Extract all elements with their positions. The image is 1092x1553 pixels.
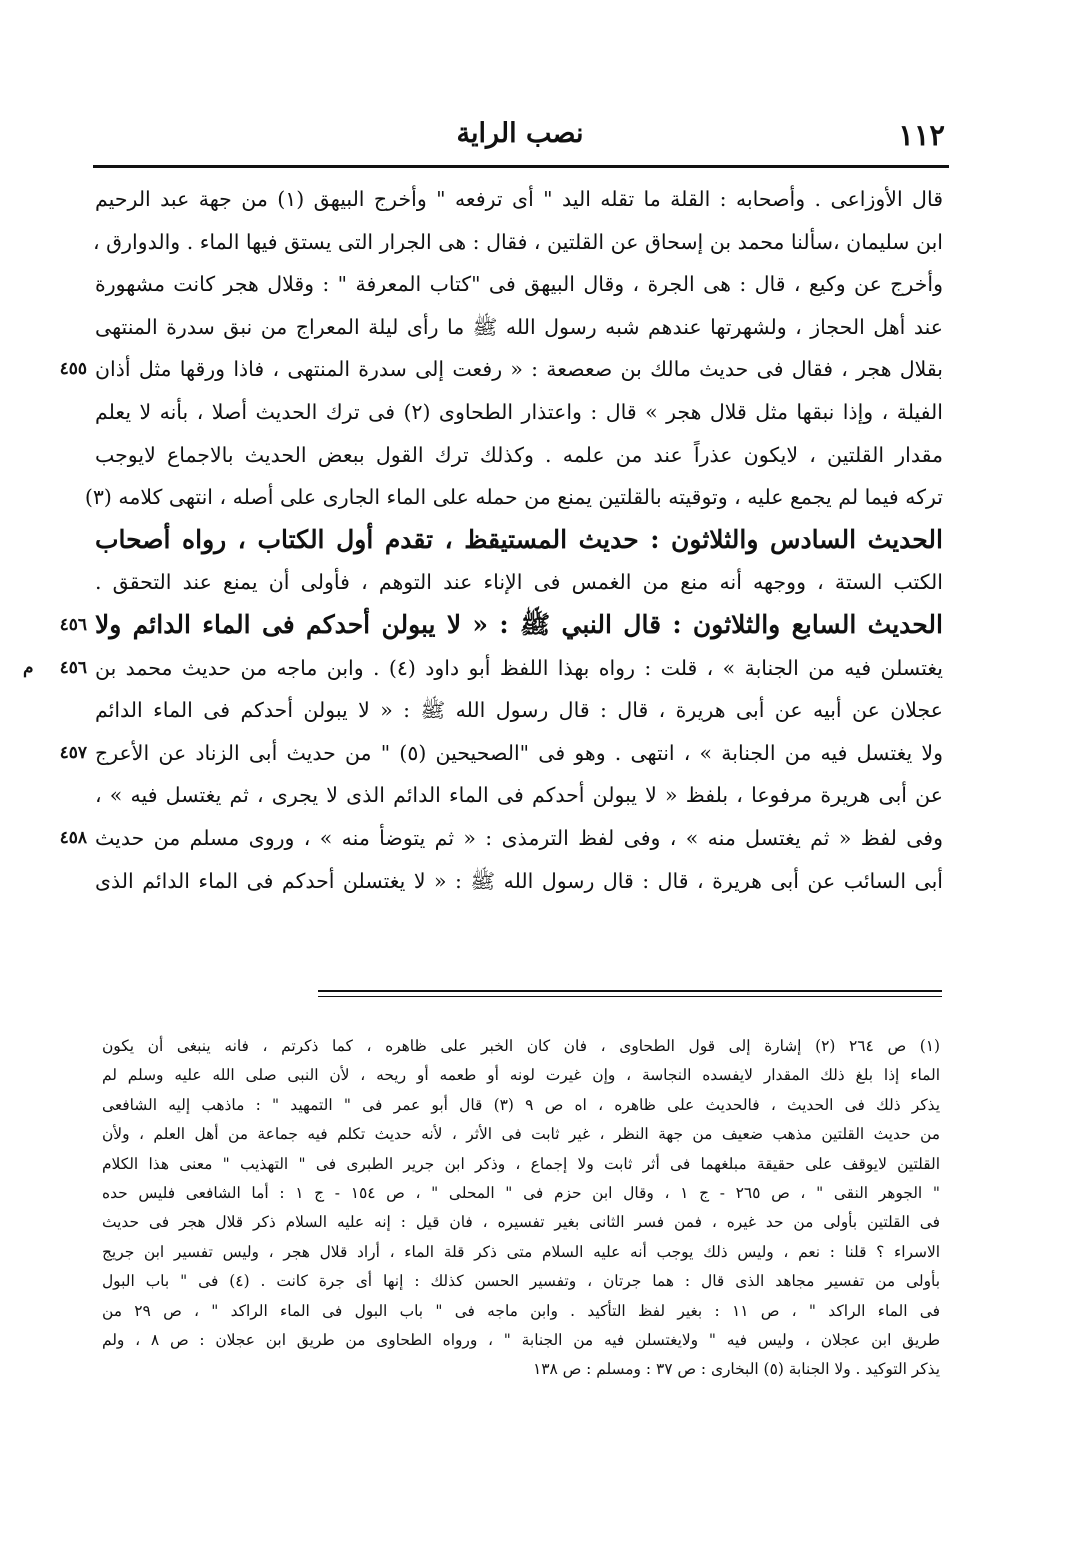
hadith-heading: الحديث السابع والثلاثون : قال النبي ﷺ : « لا يبولن أحدكم فى الماء الدائم ولا ٤٥٦ [95,604,943,647]
text-line: قال الأوزاعى . وأصحابه : القلة ما تقله اليد " أى ترفعه " وأخرج البيهق (١) من جهة عبد الرحيم [95,187,943,211]
text-line: ابن سليمان ،سألنا محمد بن إسحاق عن القلتين ، فقال : هى الجرار التى يستق فيها الماء . والدوارق ، [93,229,943,254]
footnote-line: " الجوهر النقى " ، ص ٢٦٥ - ج ١ ، وقال ابن حزم فى " المحلى " ، ص ١٥٤ - ج ١ : أما الشافعى فليس حده [102,1183,940,1202]
text-line: مقدار القلتين ، لايكون عذراً عند من علمه . وكذلك ترك القول ببعض الحديث بالاجماع لايوجب [95,442,943,467]
footnote-line: طريق ابن عجلان ، وليس فيه " ولايغتسلن فيه من الجنابة " ، ورواه الطحاوى من طريق ابن عجلان : ص ٨ ، ولم [102,1330,940,1349]
footnote-divider [318,996,942,997]
text-line: ولا يغتسل فيه من الجنابة » ، انتهى . وهو فى "الصحيحين (٥) " من حديث أبى الزناد عن الأعرج ٤٥٧ [95,732,943,775]
footnote-line: الاسراء ؟ قلنا : نعم ، وليس ذلك يوجب أنه عليه السلام متى ذكر قلة الماء ، أراد قلال هجر ، وليس تفسير ابن جريج [102,1242,940,1261]
footnote-line: يذكر ذلك فى الحديث ، فالحديث على ظاهره ، اه ص ٩ (٣) قال أبو عمر فى " التمهيد " : ماذهب إليه الشافعى [102,1095,940,1114]
text-line: بقلال هجر ، فقال فى حديث مالك بن صعصعة : « رفعت إلى سدرة المنتهى ، فاذا ورقها مثل أذان ٤٥٥ [95,348,943,391]
hadith-heading: الحديث السادس والثلاثون : حديث المستيقظ ، تقدم أول الكتاب ، رواه أصحاب [95,524,943,554]
footnote-line: فى القلتين بأولى من حد غيره ، فمن فسر الثانى بغير تفسيره ، فان قيل : إنه عليه السلام ذكر قلال هجر فى حديث [102,1213,940,1232]
text-line: عن أبى هريرة مرفوعا ، بلفظ « لا يبولن أحدكم فى الماء الدائم الذى لا يجرى ، ثم يغتسل فيه » ، [95,783,943,808]
page-header [95,118,945,162]
main-text [23,178,944,902]
footnotes [102,1032,940,1385]
text-line: عند أهل الحجاز ، ولشهرتها عندهم شبه رسول الله ﷺ ما رأى ليلة المعراج من نبق سدرة المنتهى [95,314,943,339]
footnote-line: (١) ص ٢٦٤ (٢) إشارة إلى قول الطحاوى ، فان كان الخبر على ظاهره ، كما ذكرتم ، فانه ينبغى أن يكون [102,1037,940,1055]
text-line: وفى لفظ « ثم يغتسل منه » ، وفى لفظ الترمذى : « ثم يتوضأ منه » ، وروى مسلم من حديث ٤٥٨ [95,817,943,860]
text-line: الفيلة ، وإذا نبقها مثل قلال هجر » قال : واعتذار الطحاوى (٢) فى ترك الحديث أصلا ، بأنه لا يعلم [95,399,943,424]
margin-number: ٤٥٦ [59,614,87,635]
text-line: يغتسلن فيه من الجنابة » ، قلت : رواه بهذا اللفظ أبو داود (٤) . وابن ماجه من حديث محمد بن ٤٥٦ م [95,647,943,690]
footnote-line: فى الماء الراكد " ، ص ١١ : بغير لفظ التأكيد . وابن ماجه فى " باب البول فى الماء الراكد " ، ص ٢٩ من [102,1301,940,1320]
margin-number: ٤٥٥ [59,359,87,380]
text-line: عجلان عن أبيه عن أبى هريرة ، قال : قال رسول الله ﷺ : « لا يبولن أحدكم فى الماء الدائم [95,698,943,723]
footnote-line: يذكر التوكيد . ولا الجنابة (٥) البخارى : ص ٣٧ : ومسلم : ص ١٣٨ [532,1360,940,1379]
text-line: وأخرج عن وكيع ، قال : هى الجرة ، وقال البيهق فى "كتاب المعرفة " : وقلال هجر كانت مشهورة [95,272,943,297]
text-line: أبى السائب عن أبى هريرة ، قال : قال رسول الله ﷺ : « لا يغتسلن أحدكم فى الماء الدائم الذى [95,868,943,893]
text-line: الكتب الستة ، ووجهه أنه منع من الغمس فى الإناء عند التوهم ، فأولى أن يمنع عند التحقق . [95,570,943,595]
text-line: تركه فيما لم يجمع عليه ، وتوقيته بالقلتين يمنع من حمله على الماء الجارى على أصله ، انتهى كلامه (٣) [84,485,943,510]
book-title: نصب الراية [456,118,584,149]
footnote-line: الماء إذا بلغ ذلك المقدار لايفسده النجاسة ، وإن غيرت لونه أو طعمه أو ريحه ، لأن النبى صلى الله عليه وسلم لم [102,1066,940,1085]
header-divider [93,165,949,168]
margin-number: ٤٥٨ [59,827,87,848]
margin-number: ٤٥٧ [59,742,87,763]
footnote-line: بأولى من تفسير مجاهد الذى قال : هما جرتان ، وتفسير الحسن كذلك : إنها أى جرة كانت . (٤) فى " باب البول [102,1272,940,1291]
margin-number: ٤٥٦ م [23,657,87,678]
footnote-line: من حديث القلتين مذهب ضعيف من جهة النظر ، غير ثابت فى الأثر ، لأنه حديث تكلم فيه جماعة من أهل العلم ، ولأن [102,1125,940,1144]
footnote-line: القلتين لايوقف على حقيقة مبلغهما فى أثر ثابت ولا إجماع ، وذكر ابن جرير الطبرى فى " التهذيب " معنى هذا الكلام [102,1154,940,1173]
footnote-divider [318,990,942,992]
page-number: ١١٢ [898,118,945,152]
